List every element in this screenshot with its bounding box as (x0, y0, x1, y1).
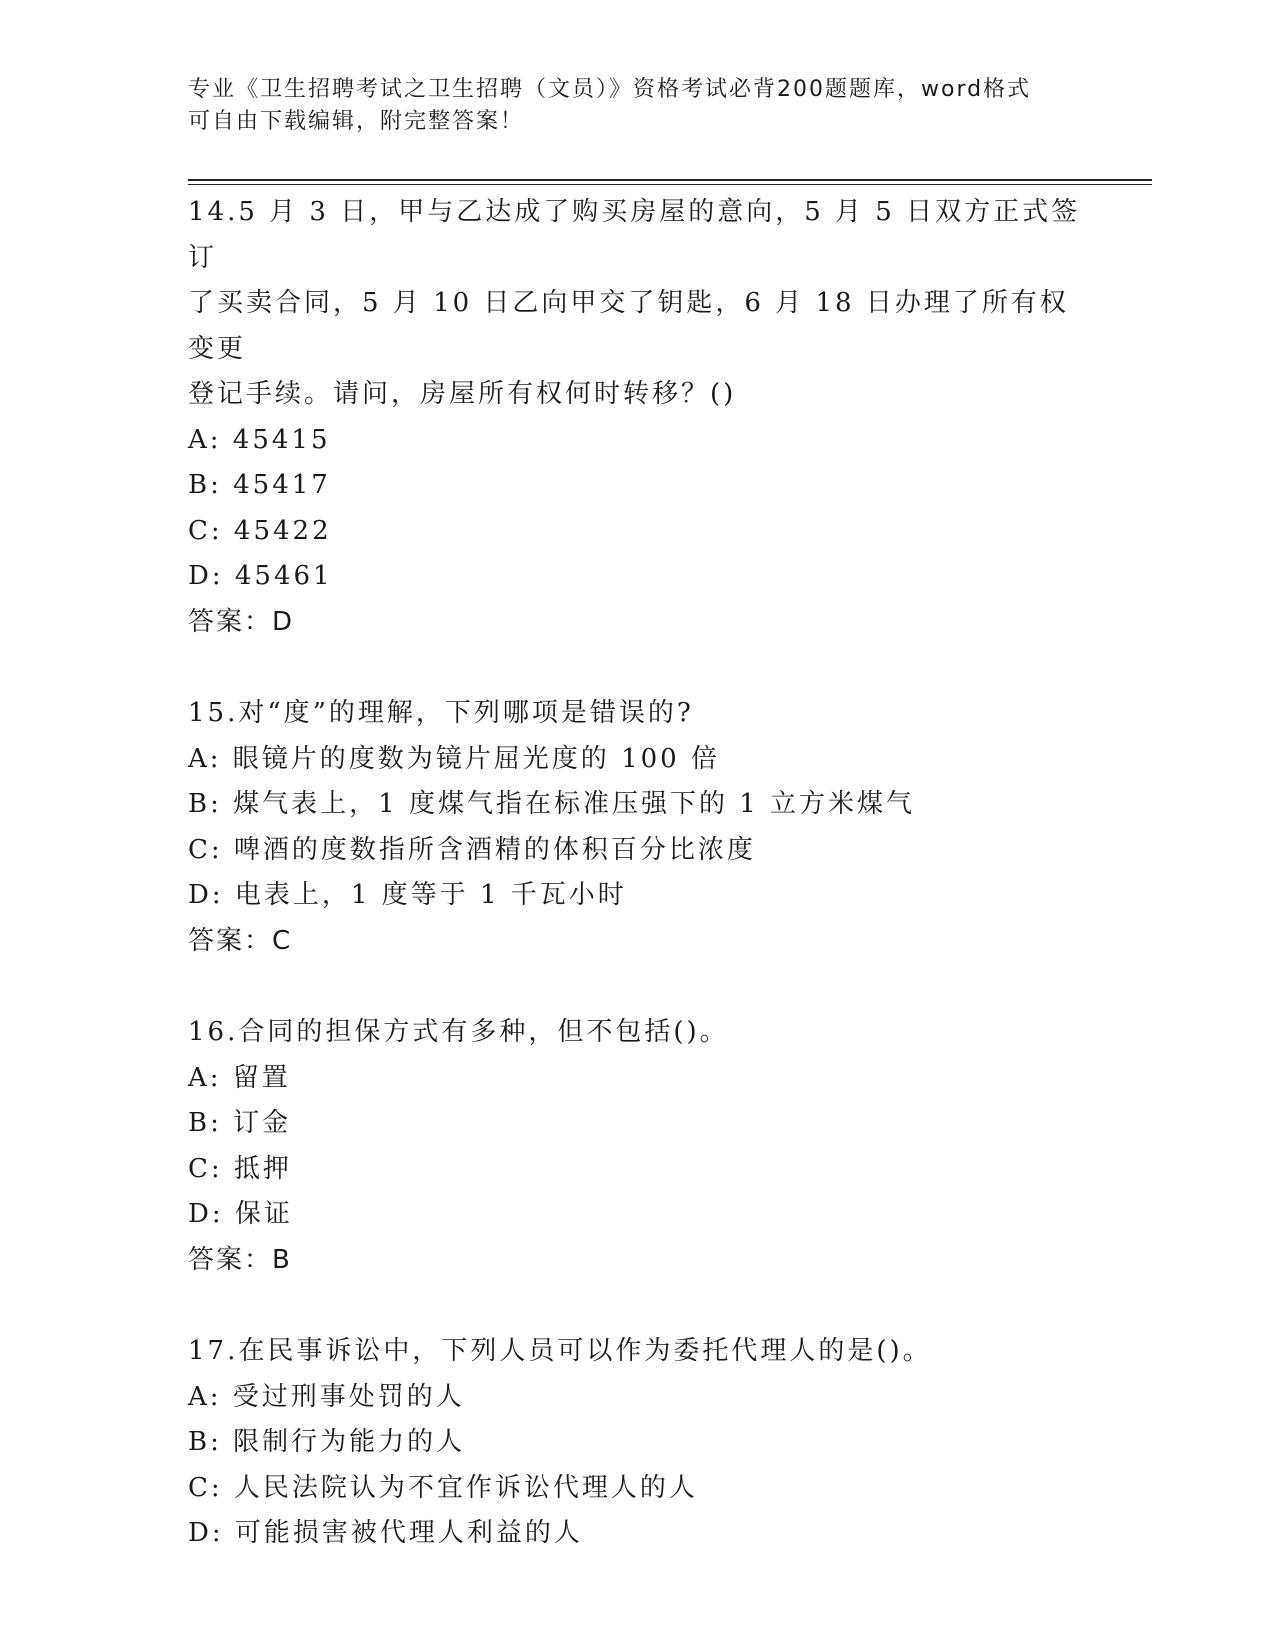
option-c: C: 45422 (188, 515, 332, 546)
question-16 (188, 1010, 1088, 1283)
option-a: A: 留置 (188, 1062, 291, 1093)
question-list (188, 190, 1088, 1603)
option-d: D: 保证 (188, 1199, 293, 1229)
question-stem-line: 17.在民事诉讼中，下列人员可以作为委托代理人的是()。 (188, 1336, 932, 1366)
option-c: C: 抵押 (188, 1153, 292, 1184)
answer: 答案：C (188, 925, 293, 956)
option-a: A: 45415 (188, 424, 331, 455)
question-stem-line: 16.合同的担保方式有多种，但不包括()。 (188, 1017, 729, 1047)
option-a: A: 眼镜片的度数为镜片屈光度的 100 倍 (188, 743, 720, 774)
question-stem-line: 14.5 月 3 日，甲与乙达成了购买房屋的意向，5 月 5 日双方正式签订 (188, 197, 1081, 273)
header-rule-thin (188, 184, 1152, 185)
document-header (188, 74, 1068, 138)
header-title-line-2: 可自由下载编辑，附完整答案！ (188, 109, 525, 134)
option-c: C: 啤酒的度数指所含酒精的体积百分比浓度 (188, 834, 756, 865)
question-stem-line: 了买卖合同，5 月 10 日乙向甲交了钥匙，6 月 18 日办理了所有权变更 (188, 288, 1069, 364)
question-14 (188, 190, 1088, 645)
question-15 (188, 691, 1088, 964)
question-stem-line: 15.对“度”的理解，下列哪项是错误的? (188, 698, 694, 728)
option-d: D: 可能损害被代理人利益的人 (188, 1518, 583, 1548)
question-17 (188, 1329, 1088, 1557)
option-b: B: 煤气表上，1 度煤气指在标准压强下的 1 立方米煤气 (188, 789, 916, 819)
answer: 答案：B (188, 1244, 292, 1275)
option-c: C: 人民法院认为不宜作诉讼代理人的人 (188, 1472, 698, 1503)
option-b: B: 45417 (188, 470, 331, 500)
option-d: D: 45461 (188, 561, 333, 591)
header-title-line-1: 专业《卫生招聘考试之卫生招聘（文员）》资格考试必背200题题库，word格式 (188, 77, 1032, 102)
option-d: D: 电表上，1 度等于 1 千瓦小时 (188, 880, 627, 910)
answer: 答案：D (188, 606, 295, 637)
option-a: A: 受过刑事处罚的人 (188, 1381, 465, 1412)
option-b: B: 订金 (188, 1108, 292, 1138)
header-rule-thick (188, 179, 1152, 181)
option-b: B: 限制行为能力的人 (188, 1427, 466, 1457)
question-stem-line: 登记手续。请问，房屋所有权何时转移？() (188, 379, 737, 409)
